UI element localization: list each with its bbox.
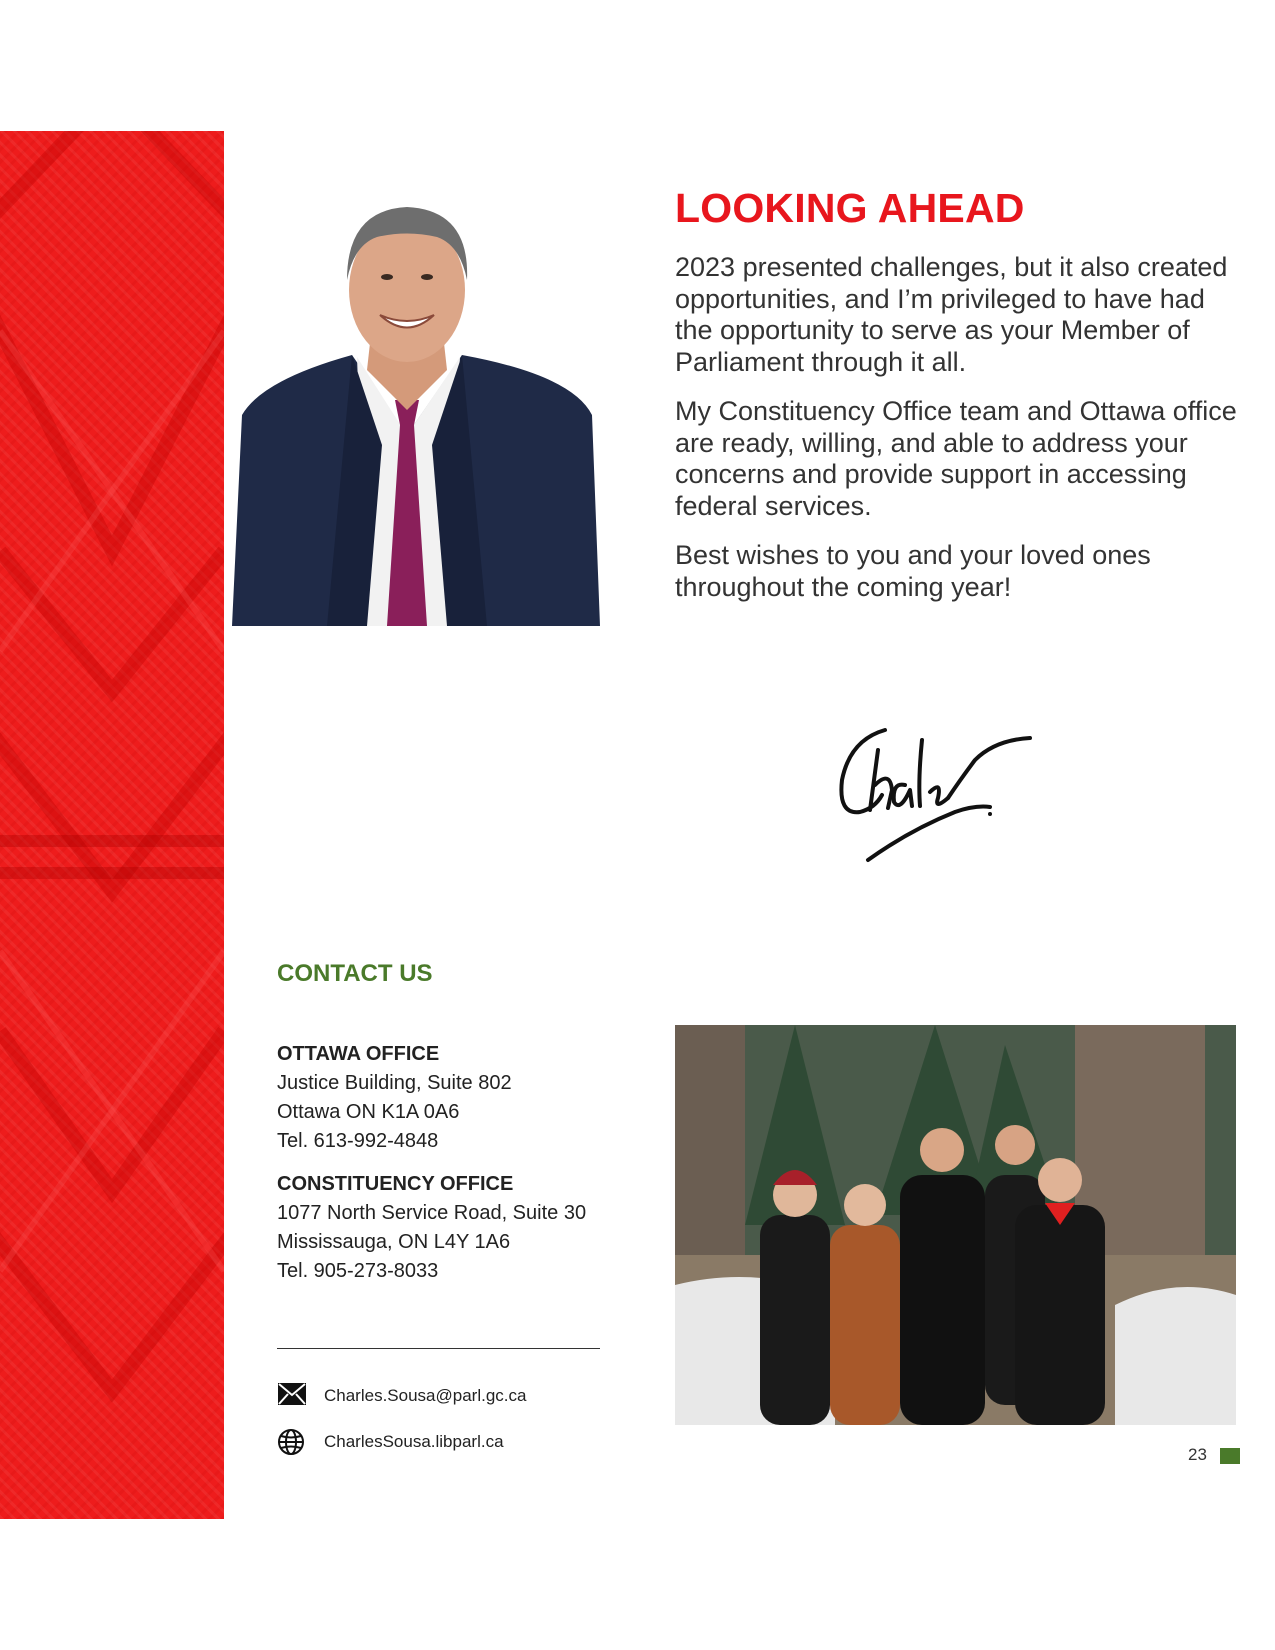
office-line: Justice Building, Suite 802	[277, 1072, 512, 1094]
decorative-red-band	[0, 131, 224, 1519]
ottawa-office	[277, 1040, 637, 1156]
band-pattern	[0, 131, 224, 1519]
office-phone: Tel. 905-273-8033	[277, 1260, 439, 1282]
portrait-photo	[232, 185, 600, 626]
email-link[interactable]: Charles.Sousa@parl.gc.ca	[324, 1386, 527, 1405]
office-phone: Tel. 613-992-4848	[277, 1130, 439, 1152]
page-marker	[1220, 1448, 1240, 1464]
looking-ahead-title: LOOKING AHEAD	[675, 185, 1025, 231]
office-line: Ottawa ON K1A 0A6	[277, 1101, 460, 1123]
office-line: 1077 North Service Road, Suite 30	[277, 1202, 587, 1224]
body-paragraph: My Constituency Office team and Ottawa office are ready, willing, and able to address your concerns and provide support in accessing federal services.	[675, 396, 1237, 521]
email-row[interactable]	[277, 1382, 526, 1410]
body-paragraph: 2023 presented challenges, but it also created opportunities, and I’m privileged to have had the opportunity to serve as your Member of Parliament through it all.	[675, 252, 1228, 377]
page-number: 23	[1188, 1445, 1207, 1464]
globe-icon	[277, 1428, 307, 1456]
office-name: CONSTITUENCY OFFICE	[277, 1173, 514, 1195]
body-paragraph: Best wishes to you and your loved ones throughout the coming year!	[675, 540, 1151, 602]
website-row[interactable]	[277, 1428, 504, 1456]
divider	[277, 1348, 600, 1349]
constituency-office	[277, 1170, 637, 1286]
looking-ahead-body	[675, 252, 1245, 621]
office-name: OTTAWA OFFICE	[277, 1043, 440, 1065]
contact-heading: CONTACT US	[277, 960, 433, 987]
website-link[interactable]: CharlesSousa.libparl.ca	[324, 1432, 504, 1451]
signature	[830, 720, 1070, 870]
family-photo	[675, 1025, 1236, 1425]
office-line: Mississauga, ON L4Y 1A6	[277, 1231, 511, 1253]
envelope-icon	[277, 1382, 307, 1410]
